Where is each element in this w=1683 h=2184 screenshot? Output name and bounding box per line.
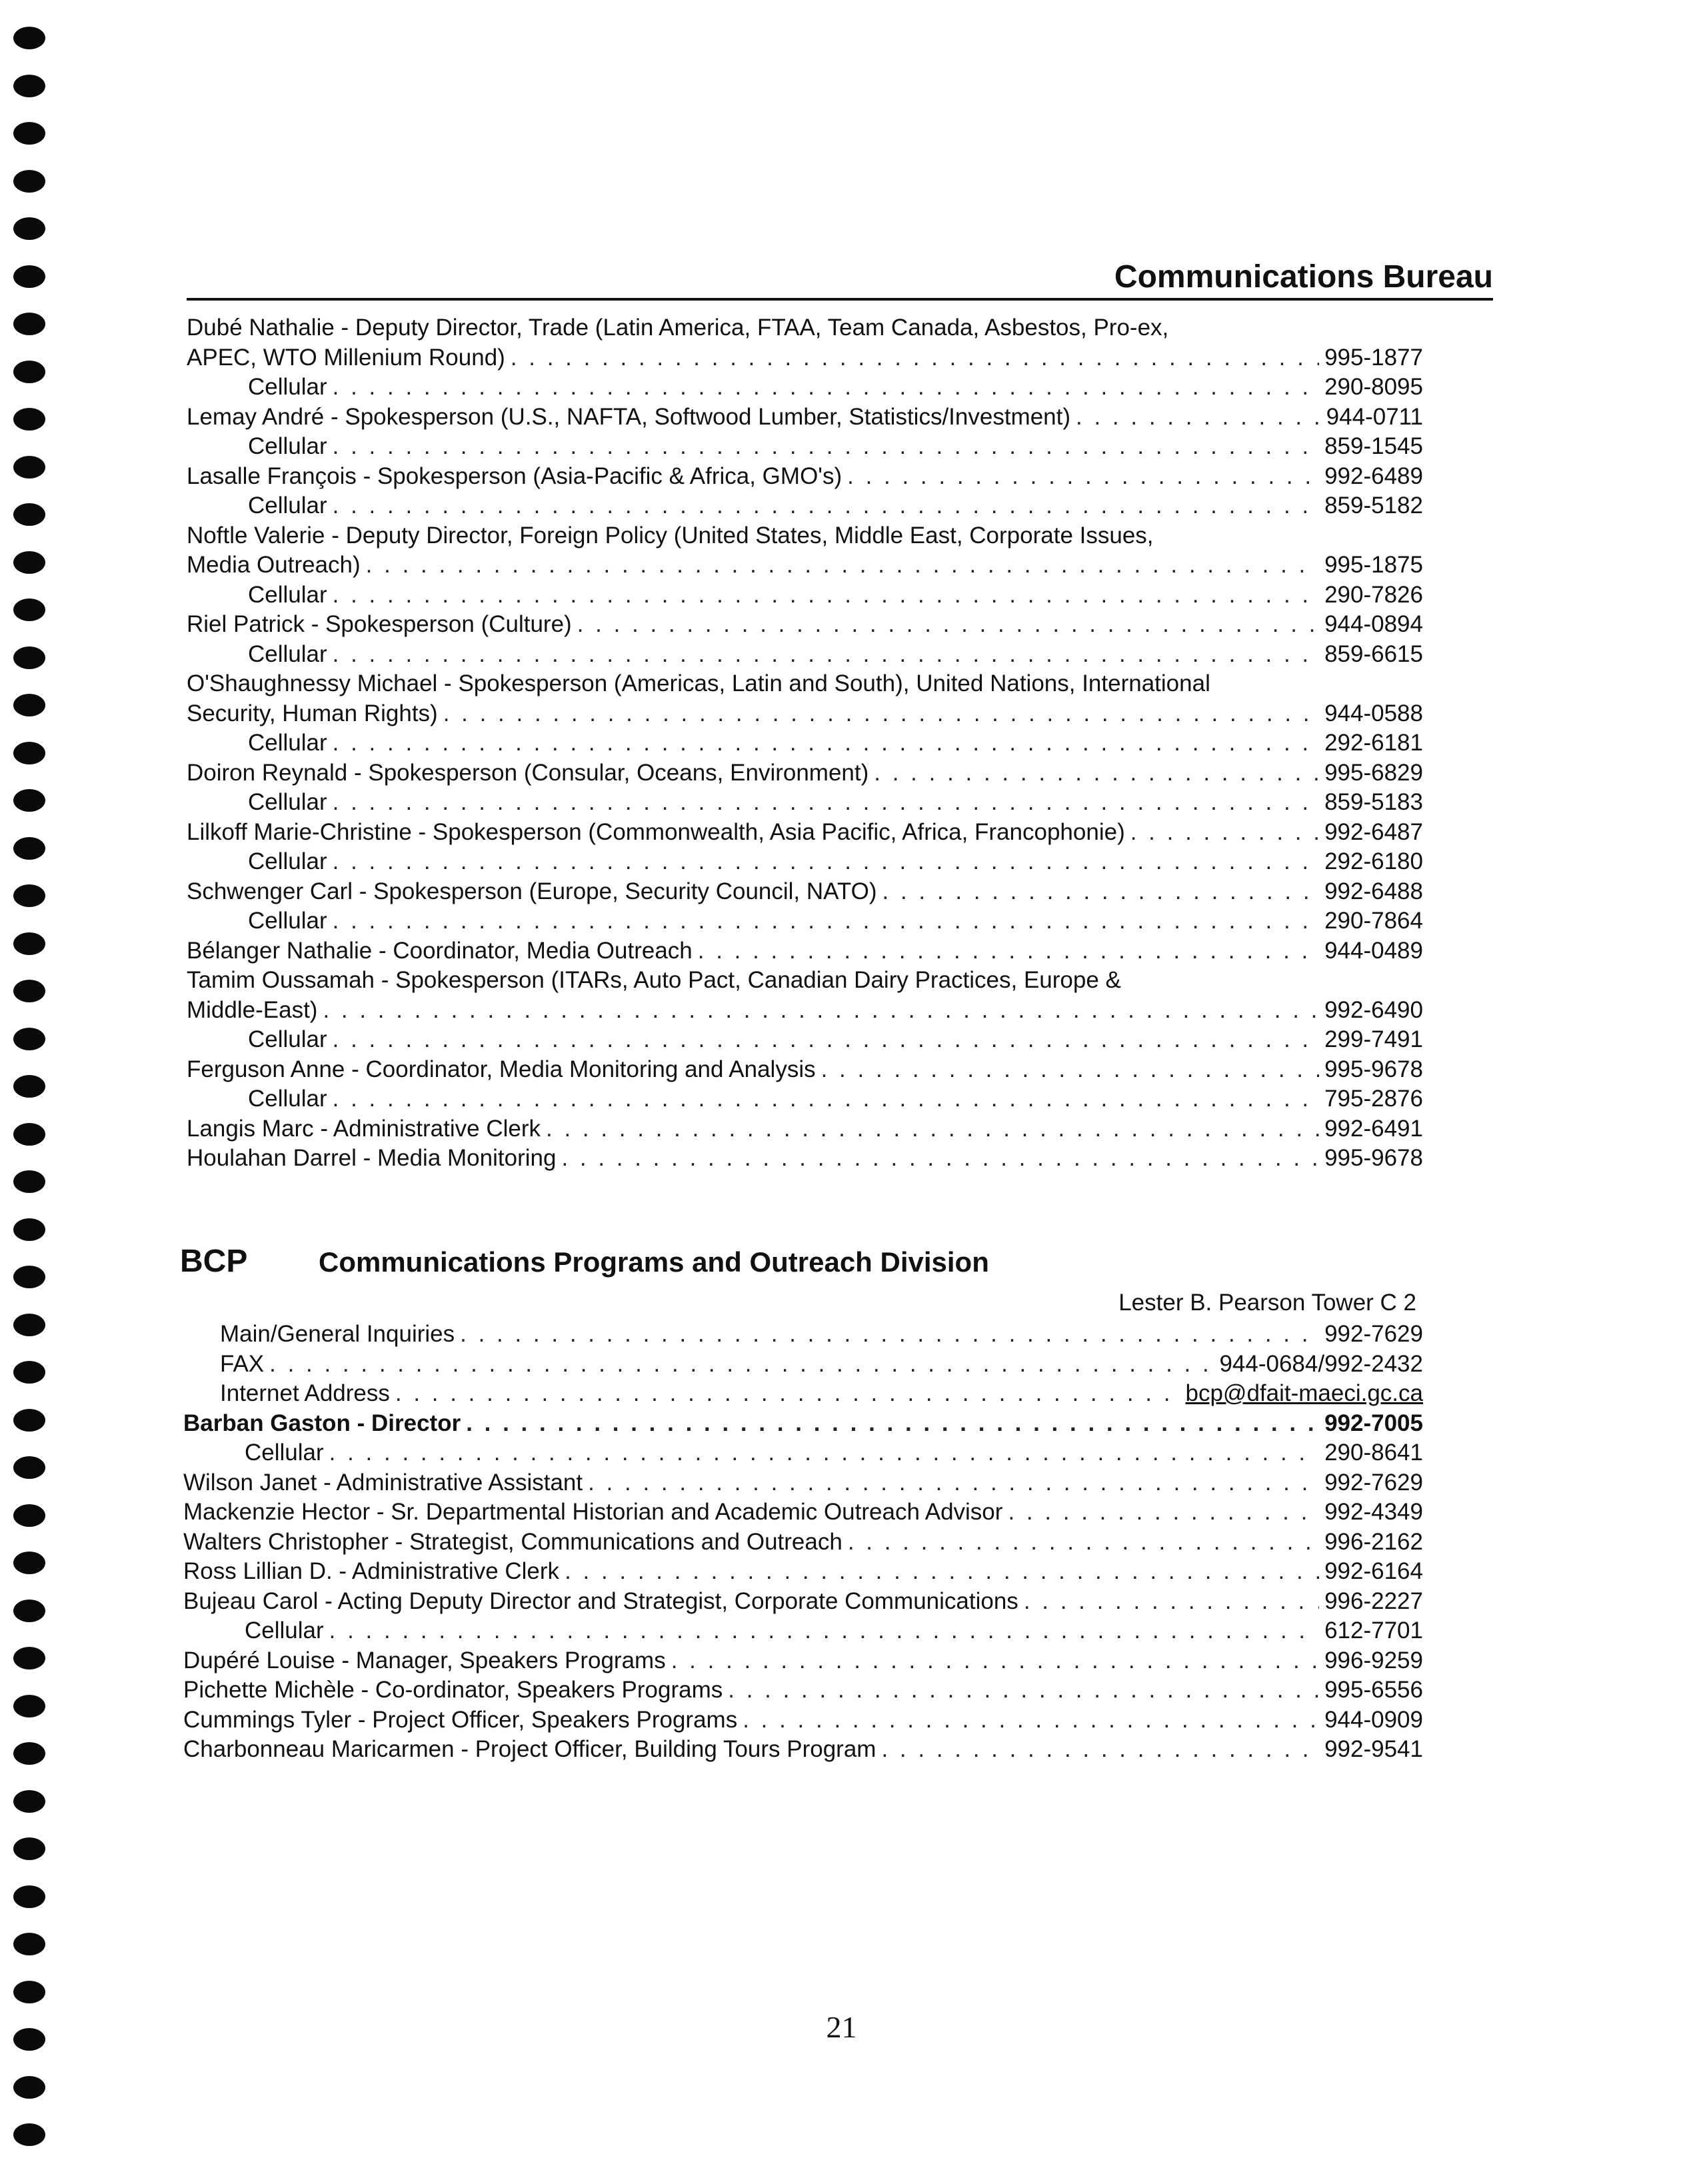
dot-leader [821, 1055, 1319, 1085]
binding-hole [13, 1170, 45, 1193]
cellular-line [187, 847, 1423, 877]
entry-line [183, 1498, 1423, 1528]
entry-text: Doiron Reynald - Spokesperson (Consular, Oceans, Environment) [187, 759, 869, 786]
dot-leader [333, 580, 1319, 610]
entry-text: Internet Address [220, 1380, 390, 1406]
entry-text: Cummings Tyler - Project Officer, Speakers Programs [183, 1706, 738, 1733]
binding-hole [13, 932, 45, 955]
dot-leader [882, 877, 1320, 907]
binding-hole [13, 313, 45, 335]
binding-hole [13, 1456, 45, 1479]
entry-text: Bélanger Nathalie - Coordinator, Media Outreach [187, 937, 693, 964]
phone-number: 992-6491 [1324, 1115, 1423, 1142]
binding-hole [13, 503, 45, 526]
binding-hole [13, 1837, 45, 1860]
entry-text: Mackenzie Hector - Sr. Departmental Historian and Academic Outreach Advisor [183, 1499, 1003, 1525]
directory-entry [183, 818, 1423, 877]
entry-text: Wilson Janet - Administrative Assistant [183, 1469, 583, 1496]
binding-hole [13, 1552, 45, 1574]
entry-text: Ferguson Anne - Coordinator, Media Monitoring and Analysis [187, 1056, 816, 1082]
division-contact [183, 1320, 1423, 1350]
cellular-line [183, 1438, 1423, 1468]
dot-leader [333, 728, 1319, 758]
binding-hole [13, 265, 45, 288]
entry-text: APEC, WTO Millenium Round) [187, 344, 505, 371]
bureau-directory [183, 313, 1423, 1174]
entry-line [183, 1675, 1423, 1705]
dot-leader [333, 373, 1319, 403]
entry-text: Main/General Inquiries [220, 1321, 455, 1347]
entry-line [183, 1587, 1423, 1617]
cellular-line [187, 906, 1423, 936]
dot-leader [874, 758, 1319, 788]
entry-text-line: Tamim Oussamah - Spokesperson (ITARs, Auto Pact, Canadian Dairy Practices, Europe & [187, 967, 1121, 993]
entry-line [183, 1705, 1423, 1735]
phone-number: 859-6615 [1324, 640, 1423, 667]
cellular-line [187, 432, 1423, 462]
phone-number: 996-2227 [1324, 1588, 1423, 1614]
phone-number: 795-2876 [1324, 1086, 1423, 1112]
binding-hole [13, 2123, 45, 2146]
dot-leader [847, 462, 1319, 492]
entry-text: Bujeau Carol - Acting Deputy Director and Strategist, Corporate Communications [183, 1588, 1018, 1614]
dot-leader [577, 610, 1319, 640]
dot-leader [460, 1320, 1319, 1350]
entry-text: Riel Patrick - Spokesperson (Culture) [187, 611, 572, 637]
phone-number: 995-9678 [1324, 1056, 1423, 1082]
binding-hole [13, 27, 45, 49]
entry-line [187, 343, 1423, 373]
directory-entry [183, 610, 1423, 669]
dot-leader [1008, 1498, 1319, 1528]
phone-number: 292-6181 [1324, 730, 1423, 756]
entry-line [183, 1557, 1423, 1587]
entry-text-line: Noftle Valerie - Deputy Director, Foreign Policy (United States, Middle East, Corporate Issues, [187, 522, 1154, 548]
entry-line [187, 818, 1423, 848]
entry-line [187, 1144, 1423, 1174]
dot-leader [333, 432, 1319, 462]
cellular-line [187, 580, 1423, 610]
dot-leader [881, 1735, 1319, 1765]
cellular-line [187, 728, 1423, 758]
directory-entry [183, 936, 1423, 966]
contact-line [220, 1320, 1423, 1350]
entry-line [187, 699, 1423, 729]
directory-entry [183, 1498, 1423, 1528]
dot-leader [1130, 818, 1319, 848]
dot-leader [333, 1084, 1319, 1114]
directory-entry [183, 313, 1423, 403]
directory-entry [183, 1055, 1423, 1114]
binding-hole [13, 742, 45, 764]
dot-leader [269, 1350, 1214, 1380]
phone-number: 992-7005 [1324, 1410, 1423, 1436]
binding-hole [13, 1218, 45, 1241]
cellular-line [187, 491, 1423, 521]
division-code: BCP [180, 1244, 248, 1279]
directory-entry [183, 1409, 1423, 1468]
phone-number: 859-5183 [1324, 789, 1423, 815]
dot-leader [561, 1144, 1319, 1174]
email-link[interactable]: bcp@dfait-maeci.gc.ca [1185, 1380, 1423, 1406]
binding-hole [13, 1695, 45, 1717]
entry-text: Langis Marc - Administrative Clerk [187, 1115, 541, 1142]
phone-number: 290-8095 [1324, 374, 1423, 400]
phone-number: 290-7826 [1324, 581, 1423, 608]
phone-number: 992-7629 [1324, 1321, 1423, 1347]
phone-number: 992-6488 [1324, 878, 1423, 904]
binding-hole [13, 361, 45, 383]
binding-holes [13, 27, 48, 2171]
entry-line [187, 462, 1423, 492]
directory-entry [183, 1735, 1423, 1765]
entry-text: Cellular [248, 789, 327, 815]
entry-text: Cellular [248, 581, 327, 608]
phone-number: 995-1877 [1324, 344, 1423, 371]
phone-number: 996-9259 [1324, 1647, 1423, 1673]
directory-entry [183, 669, 1423, 758]
dot-leader [333, 1025, 1319, 1055]
phone-number: 992-6487 [1324, 818, 1423, 845]
entry-text: Schwenger Carl - Spokesperson (Europe, Security Council, NATO) [187, 878, 877, 904]
page-number: 21 [826, 2010, 857, 2044]
contact-line [220, 1350, 1423, 1380]
dot-leader [443, 699, 1319, 729]
cellular-line [187, 373, 1423, 403]
cellular-line [187, 788, 1423, 818]
phone-number: 290-8641 [1324, 1440, 1423, 1466]
directory-entry [183, 1587, 1423, 1646]
entry-text: Houlahan Darrel - Media Monitoring [187, 1145, 557, 1171]
phone-number: 944-0711 [1326, 403, 1423, 430]
directory-entry [183, 877, 1423, 936]
dot-leader [546, 1114, 1319, 1144]
phone-number: 944-0588 [1324, 700, 1423, 726]
binding-hole [13, 1647, 45, 1669]
directory-entry [183, 1646, 1423, 1676]
phone-number: 290-7864 [1324, 908, 1423, 934]
entry-text: Cellular [245, 1618, 324, 1643]
dot-leader [698, 936, 1319, 966]
entry-text: Security, Human Rights) [187, 700, 438, 726]
binding-hole [13, 408, 45, 431]
entry-line [187, 996, 1423, 1026]
dot-leader [329, 1438, 1319, 1468]
entry-text: Cellular [248, 433, 327, 459]
directory-entry [183, 1468, 1423, 1498]
phone-number: 995-6556 [1324, 1677, 1423, 1703]
entry-line [187, 936, 1423, 966]
division-directory [183, 1320, 1423, 1765]
phone-number: 612-7701 [1324, 1618, 1423, 1643]
binding-hole [13, 1981, 45, 2003]
binding-hole [13, 694, 45, 716]
binding-hole [13, 1314, 45, 1336]
entry-line [187, 758, 1423, 788]
binding-hole [13, 598, 45, 621]
entry-text: Cellular [248, 374, 327, 400]
cellular-line [187, 1084, 1423, 1114]
phone-number: 292-6180 [1324, 848, 1423, 874]
division-name: Communications Programs and Outreach Division [319, 1246, 989, 1278]
phone-number: 992-6490 [1324, 996, 1423, 1023]
entry-text: Lilkoff Marie-Christine - Spokesperson (Commonwealth, Asia Pacific, Africa, Francophonie) [187, 818, 1125, 845]
directory-entry [183, 758, 1423, 818]
binding-hole [13, 551, 45, 574]
entry-line [187, 403, 1423, 433]
dot-leader [323, 996, 1319, 1026]
entry-line [187, 877, 1423, 907]
dot-leader [588, 1468, 1319, 1498]
entry-text: Ross Lillian D. - Administrative Clerk [183, 1558, 560, 1584]
phone-number: 992-7629 [1324, 1469, 1423, 1496]
binding-hole [13, 1933, 45, 1955]
entry-line [187, 1114, 1423, 1144]
dot-leader [565, 1557, 1319, 1587]
directory-entry [183, 1675, 1423, 1705]
phone-number: 995-6829 [1324, 759, 1423, 786]
division-contact [183, 1379, 1423, 1409]
dot-leader [511, 343, 1319, 373]
dot-leader [333, 491, 1319, 521]
entry-line [187, 550, 1423, 580]
division-contact [183, 1350, 1423, 1380]
entry-text: Cellular [248, 730, 327, 756]
dot-leader [466, 1409, 1319, 1439]
entry-text: Cellular [248, 1026, 327, 1052]
dot-leader [333, 906, 1319, 936]
phone-number: 996-2162 [1324, 1528, 1423, 1555]
entry-text: Cellular [245, 1440, 324, 1466]
entry-line [183, 1735, 1423, 1765]
phone-number: 299-7491 [1324, 1026, 1423, 1052]
binding-hole [13, 980, 45, 1002]
binding-hole [13, 1361, 45, 1384]
binding-hole [13, 1885, 45, 1908]
dot-leader [333, 847, 1319, 877]
dot-leader [728, 1675, 1319, 1705]
dot-leader [848, 1528, 1319, 1558]
entry-text: Lemay André - Spokesperson (U.S., NAFTA, Softwood Lumber, Statistics/Investment) [187, 403, 1071, 430]
dot-leader [329, 1616, 1319, 1646]
directory-entry [183, 462, 1423, 521]
binding-hole [13, 837, 45, 860]
binding-hole [13, 1028, 45, 1050]
binding-hole [13, 646, 45, 669]
cellular-line [187, 1025, 1423, 1055]
phone-number: 944-0489 [1324, 937, 1423, 964]
binding-hole [13, 1790, 45, 1813]
entry-text: FAX [220, 1350, 265, 1377]
phone-number: 992-6164 [1324, 1558, 1423, 1584]
entry-text-line: O'Shaughnessy Michael - Spokesperson (Americas, Latin and South), United Nations, International [187, 670, 1210, 696]
binding-hole [13, 170, 45, 193]
phone-number: 859-1545 [1324, 433, 1423, 459]
contact-line [220, 1379, 1423, 1409]
phone-number: 995-9678 [1324, 1145, 1423, 1171]
phone-number: 859-5182 [1324, 493, 1423, 519]
dot-leader [743, 1705, 1319, 1735]
phone-number: 992-4349 [1324, 1499, 1423, 1525]
directory-entry [183, 1557, 1423, 1587]
directory-entry [183, 966, 1423, 1055]
entry-text: Pichette Michèle - Co-ordinator, Speakers Programs [183, 1677, 723, 1703]
entry-text: Barban Gaston - Director [183, 1410, 461, 1436]
entry-text: Walters Christopher - Strategist, Communications and Outreach [183, 1528, 842, 1555]
binding-hole [13, 1409, 45, 1432]
binding-hole [13, 1075, 45, 1098]
directory-entry [183, 1144, 1423, 1174]
entry-text: Dupéré Louise - Manager, Speakers Programs [183, 1647, 666, 1673]
binding-hole [13, 2076, 45, 2099]
directory-entry [183, 403, 1423, 462]
entry-text: Cellular [248, 1086, 327, 1112]
dot-leader [671, 1646, 1319, 1676]
entry-text: Cellular [248, 908, 327, 934]
entry-line [187, 610, 1423, 640]
entry-text-line: Dubé Nathalie - Deputy Director, Trade (Latin America, FTAA, Team Canada, Asbestos, Pro-ex, [187, 315, 1169, 341]
directory-entry [183, 521, 1423, 610]
directory-entry [183, 1528, 1423, 1558]
dot-leader [366, 550, 1319, 580]
cellular-line [187, 640, 1423, 670]
division-location: Lester B. Pearson Tower C 2 [1118, 1290, 1416, 1316]
binding-hole [13, 217, 45, 240]
dot-leader [1076, 403, 1321, 433]
entry-line [183, 1528, 1423, 1558]
binding-hole [13, 1504, 45, 1527]
binding-hole [13, 1266, 45, 1288]
phone-number: 992-9541 [1324, 1736, 1423, 1762]
entry-line [183, 1468, 1423, 1498]
directory-entry [183, 1114, 1423, 1144]
phone-number: 992-6489 [1324, 463, 1423, 489]
binding-hole [13, 1742, 45, 1765]
binding-hole [13, 884, 45, 907]
entry-text: Middle-East) [187, 996, 318, 1023]
dot-leader [333, 788, 1319, 818]
entry-text: Charbonneau Maricarmen - Project Officer, Building Tours Program [183, 1736, 876, 1762]
entry-text: Cellular [248, 640, 327, 667]
binding-hole [13, 1600, 45, 1622]
entry-line [183, 1409, 1423, 1439]
entry-text: Lasalle François - Spokesperson (Asia-Pacific & Africa, GMO's) [187, 463, 842, 489]
binding-hole [13, 75, 45, 97]
dot-leader [1024, 1587, 1319, 1617]
phone-number: 995-1875 [1324, 552, 1423, 578]
entry-text: Cellular [248, 493, 327, 519]
phone-number: 944-0684/992-2432 [1219, 1350, 1423, 1377]
entry-line [183, 1646, 1423, 1676]
cellular-line [183, 1616, 1423, 1646]
phone-number: 944-0894 [1324, 611, 1423, 637]
entry-text: Cellular [248, 848, 327, 874]
phone-number: 944-0909 [1324, 1706, 1423, 1733]
page-header [187, 257, 1493, 301]
binding-hole [13, 789, 45, 812]
page-title: Communications Bureau [1114, 259, 1493, 295]
binding-hole [13, 456, 45, 479]
binding-hole [13, 1123, 45, 1146]
dot-leader [395, 1379, 1180, 1409]
entry-line [187, 1055, 1423, 1085]
dot-leader [333, 640, 1319, 670]
division-heading [180, 1243, 1380, 1280]
entry-text: Media Outreach) [187, 552, 361, 578]
directory-entry [183, 1705, 1423, 1735]
binding-hole [13, 122, 45, 145]
